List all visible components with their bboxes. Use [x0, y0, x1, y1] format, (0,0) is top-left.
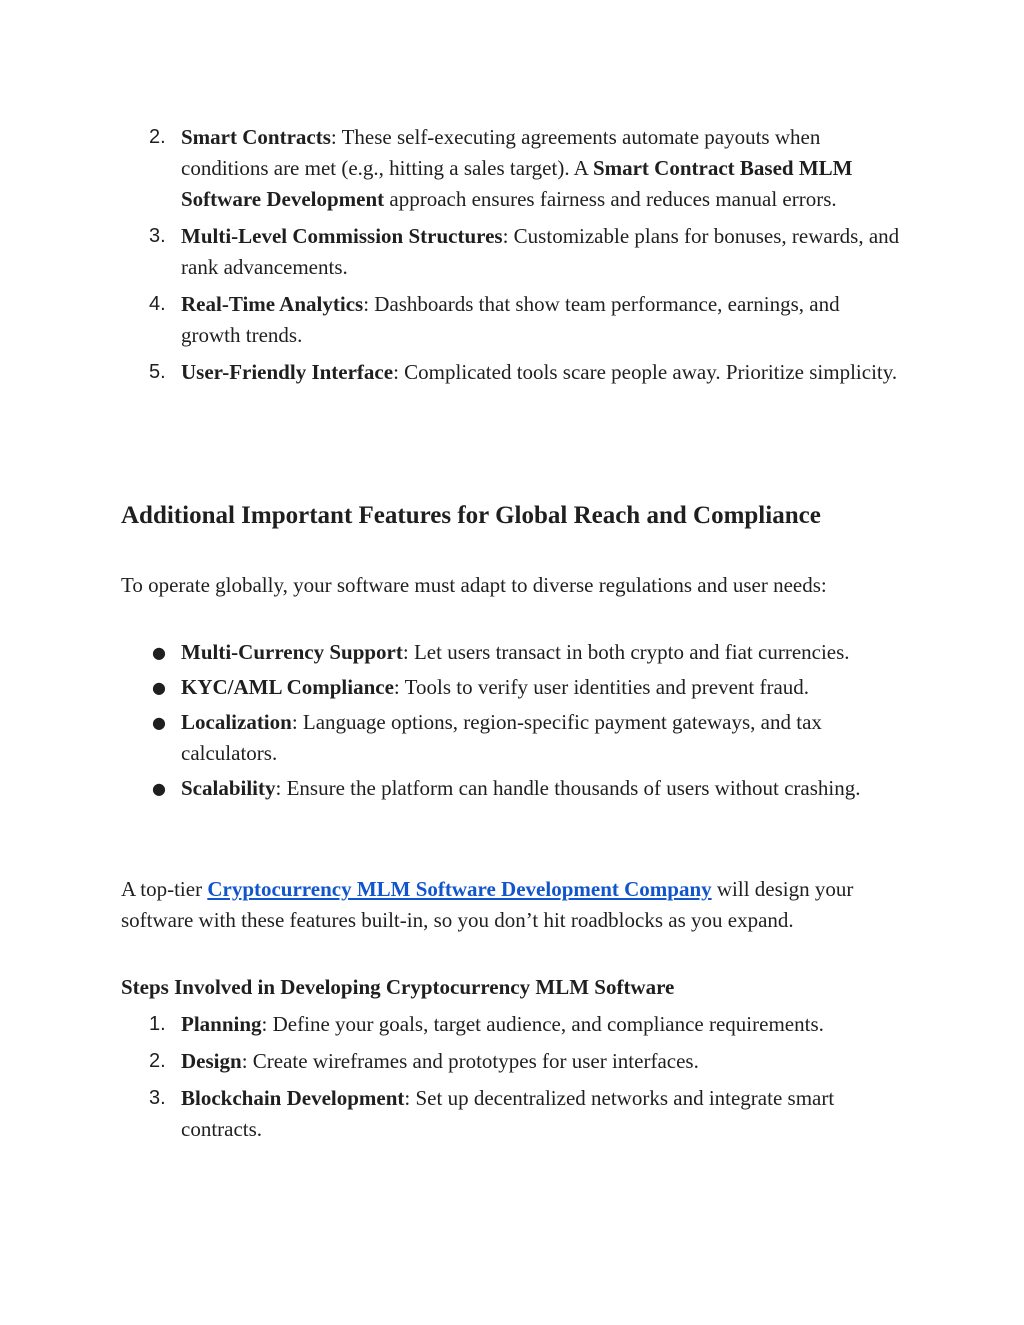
closing-paragraph [121, 874, 901, 936]
item-text: : Language options, region-specific payment gateways, and tax calculators. [181, 710, 822, 765]
item-term: Blockchain Development [181, 1086, 405, 1110]
item-text: : Ensure the platform can handle thousands of users without crashing. [275, 776, 861, 800]
closing-text: A top-tier [121, 877, 208, 901]
list-item [0, 357, 901, 388]
item-term: Multi-Level Commission Structures [181, 224, 503, 248]
intro-paragraph: To operate globally, your software must adapt to diverse regulations and user needs: [121, 573, 827, 597]
item-text: : Tools to verify user identities and prevent fraud. [393, 675, 810, 699]
item-term: Design [181, 1049, 242, 1073]
list-number: 3. [149, 1087, 166, 1109]
section-heading: Additional Important Features for Global Reach and Compliance [121, 502, 821, 529]
global-features-list [0, 637, 901, 804]
list-item [0, 122, 901, 215]
list-number: 4. [149, 293, 166, 315]
list-item [0, 1083, 901, 1145]
item-text: : Define your goals, target audience, and compliance requirements. [261, 1012, 824, 1036]
item-term: Multi-Currency Support [181, 640, 403, 664]
features-numbered-list [0, 122, 901, 388]
item-term: Scalability [181, 776, 276, 800]
bullet-icon: ● [152, 678, 166, 697]
list-number: 2. [149, 1050, 166, 1072]
item-term: User-Friendly Interface [181, 360, 394, 384]
list-number: 1. [149, 1013, 166, 1035]
bullet-icon: ● [152, 643, 166, 662]
list-item [0, 672, 901, 703]
item-term: KYC/AML Compliance [181, 675, 394, 699]
list-number: 3. [149, 225, 166, 247]
item-text: : These self-executing agreements automate payouts when conditions are met (e.g., hitting a sales target). A [181, 125, 821, 180]
list-item [0, 1046, 901, 1077]
list-item [0, 289, 901, 351]
item-text: : Complicated tools scare people away. Prioritize simplicity. [393, 360, 898, 384]
item-term: Planning [181, 1012, 262, 1036]
item-text: : Create wireframes and prototypes for user interfaces. [241, 1049, 699, 1073]
list-number: 5. [149, 361, 166, 383]
item-text: approach ensures fairness and reduces manual errors. [384, 187, 837, 211]
item-text: : Dashboards that show team performance, earnings, and growth trends. [181, 292, 840, 347]
list-item [0, 707, 901, 769]
bullet-icon: ● [152, 779, 166, 798]
steps-numbered-list [0, 1009, 901, 1145]
list-item [0, 221, 901, 283]
item-term: Real-Time Analytics [181, 292, 364, 316]
item-text: : Set up decentralized networks and integrate smart contracts. [181, 1086, 835, 1141]
item-term: Localization [181, 710, 292, 734]
item-term: Smart Contracts [181, 125, 331, 149]
bullet-icon: ● [152, 713, 166, 732]
item-text: : Customizable plans for bonuses, rewards, and rank advancements. [181, 224, 900, 279]
list-item [0, 1009, 901, 1040]
list-item [0, 773, 901, 804]
list-number: 2. [149, 126, 166, 148]
item-text: : Let users transact in both crypto and fiat currencies. [402, 640, 850, 664]
closing-text: will design your software with these features built-in, so you don’t hit roadblocks as you expand. [121, 877, 854, 932]
item-keyword: Smart Contract Based MLM Software Development [181, 156, 853, 211]
company-link[interactable]: Cryptocurrency MLM Software Development Company [207, 877, 712, 901]
steps-heading: Steps Involved in Developing Cryptocurrency MLM Software [121, 975, 675, 999]
list-item [0, 637, 901, 668]
